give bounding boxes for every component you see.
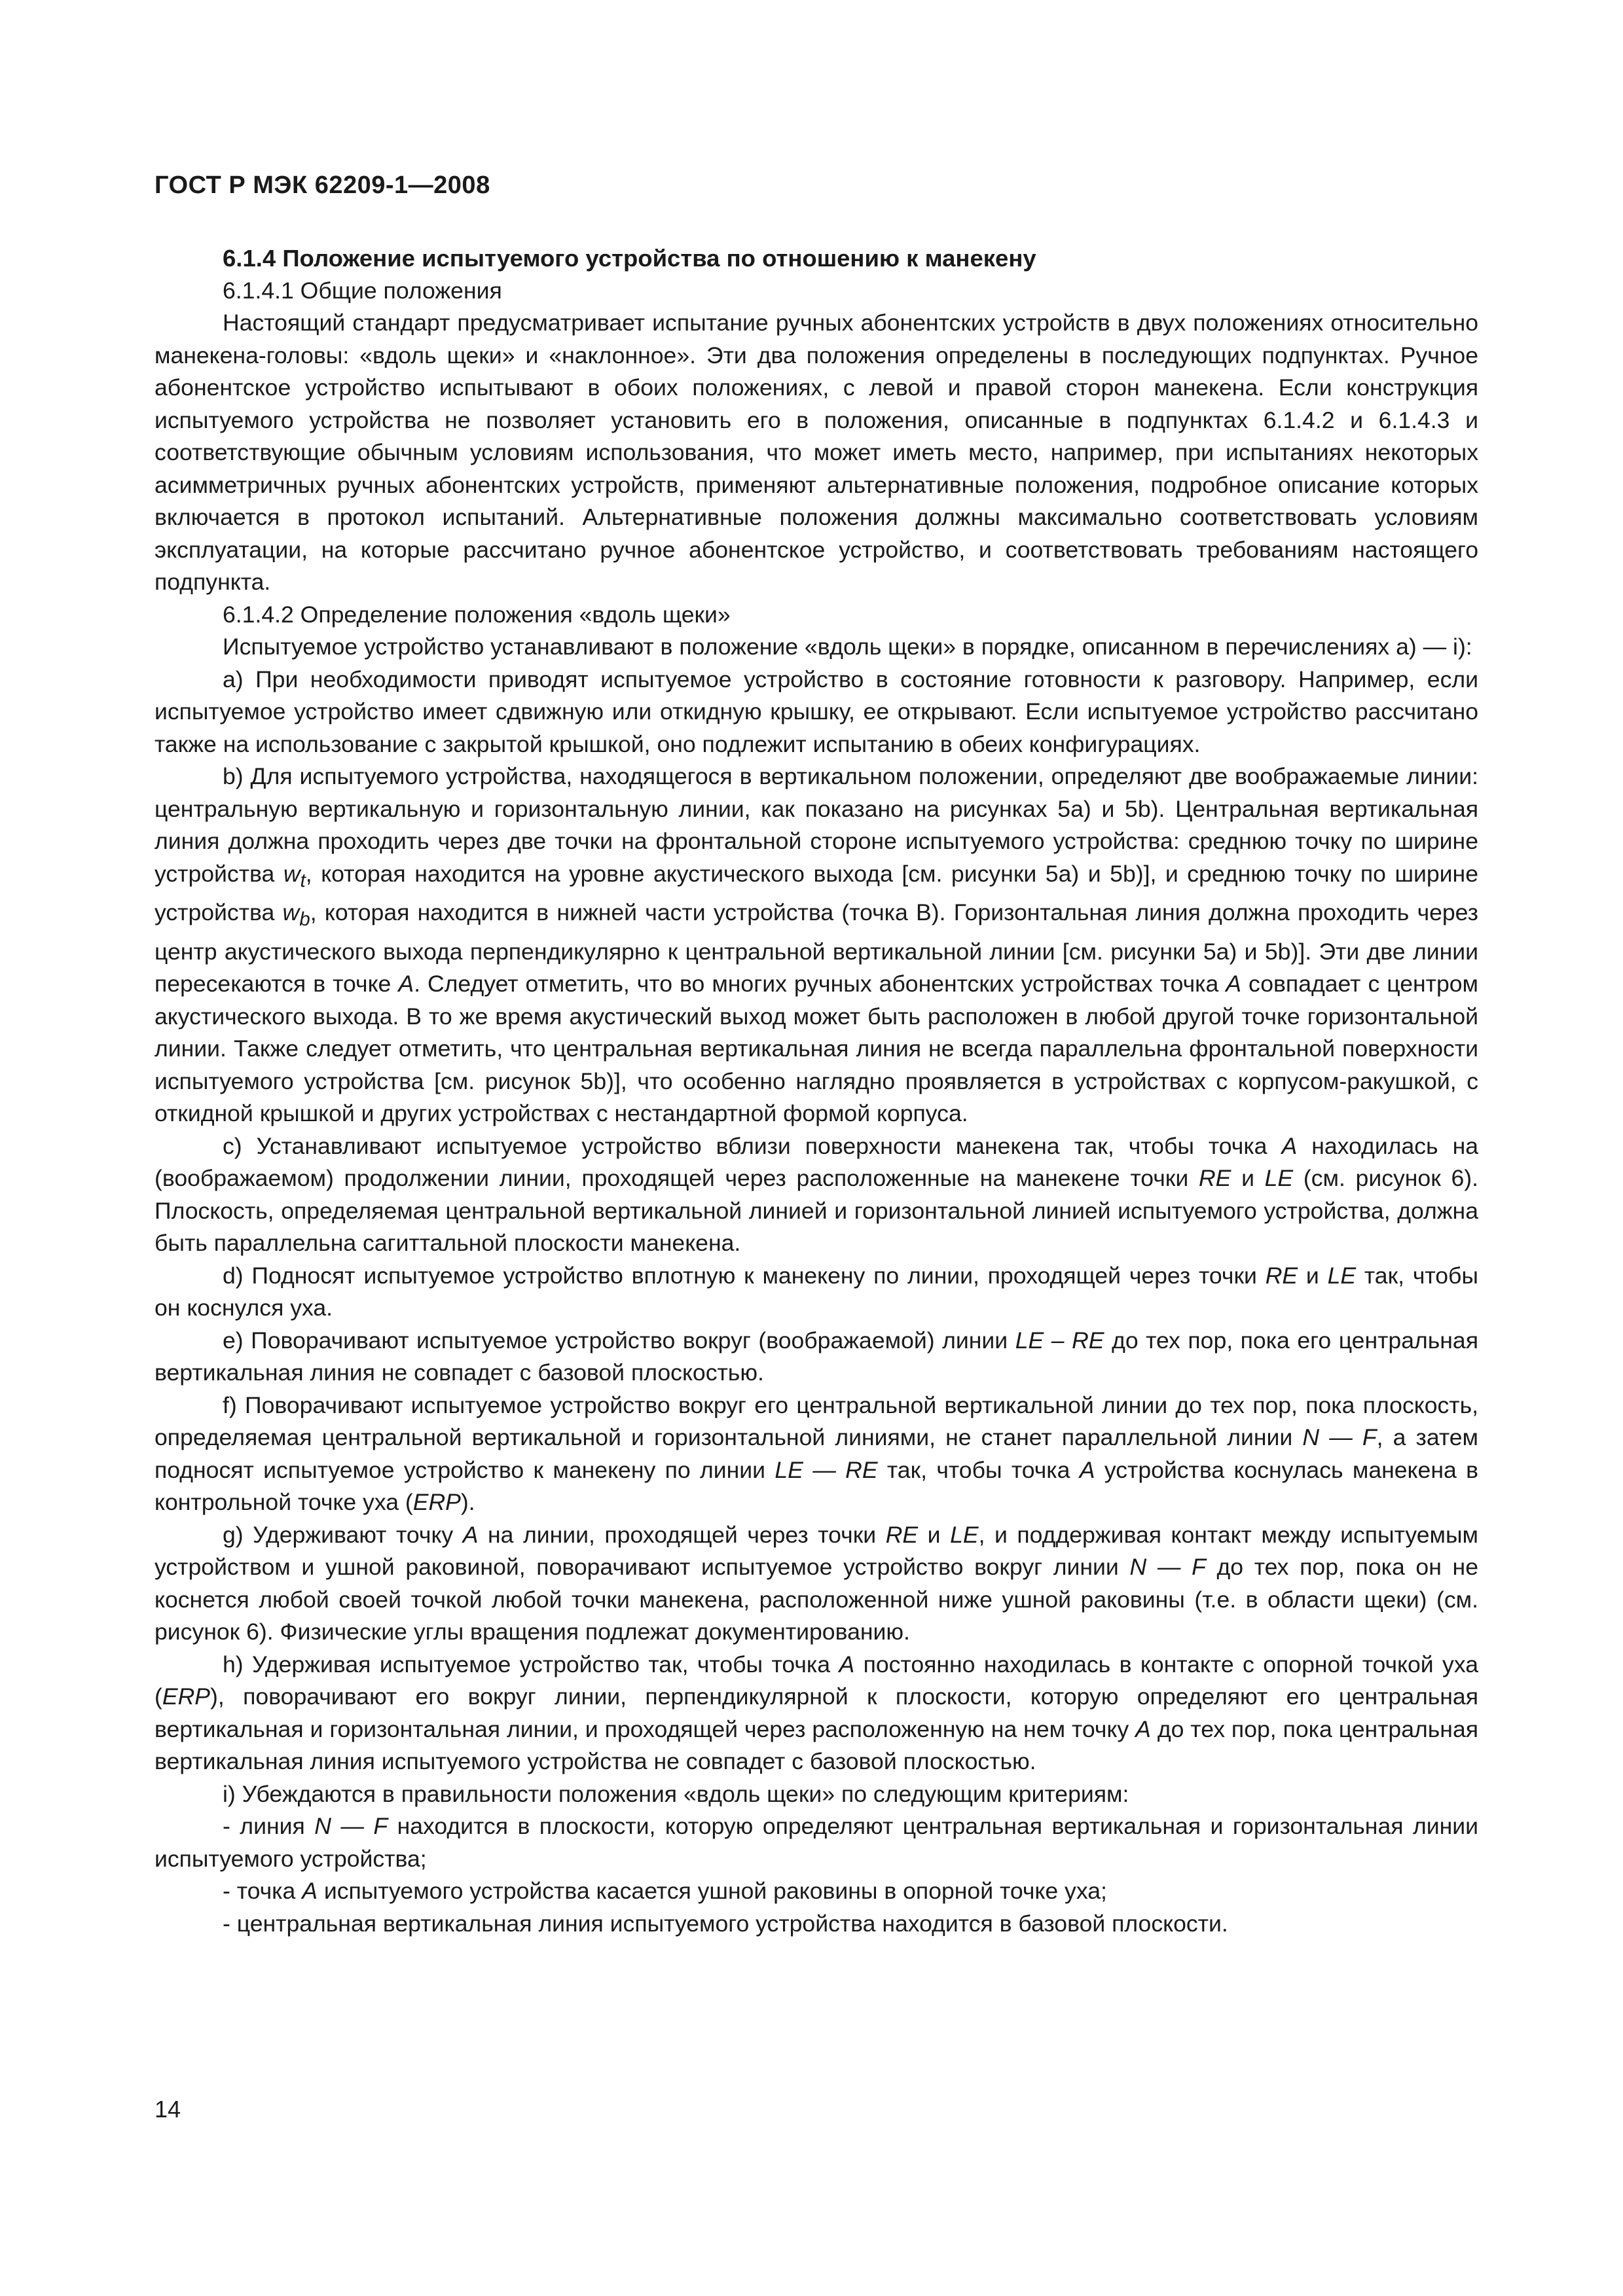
subsection-title-6-1-4-1: 6.1.4.1 Общие положения xyxy=(223,277,502,304)
list-item-f: f) Поворачивают испытуемое устройство вокруг его центральной вертикальной линии до тех пор, пока плоскость, определяемая центральной вертикальной и горизонтальной линиями, не станет параллельной линии N — F, а затем подносят испытуемое устройство к манекену по линии LE — RE так, чтобы точка A устройства коснулась манекена в контрольной точке уха (ERP). xyxy=(155,1391,1478,1516)
list-item-i: i) Убеждаются в правильности положения «вдоль щеки» по следующим критериям: xyxy=(223,1780,1129,1807)
list-item-c: c) Устанавливают испытуемое устройство вблизи поверхности манекена так, чтобы точка A находилась на (воображаемом) продолжении линии, проходящей через расположенные на манекене точки RE и LE (см. рисунок 6). Плоскость, определяемая центральной вертикальной линией и горизонтальной линией испытуемого устройства, должна быть параллельна сагиттальной плоскости манекена. xyxy=(155,1132,1478,1257)
list-item-g: g) Удерживают точку A на линии, проходящей через точки RE и LE, и поддерживая контакт между испытуемым устройством и ушной раковиной, поворачивают испытуемое устройство вокруг линии N — F до тех пор, пока он не коснется любой своей точкой любой точки манекена, расположенной ниже ушной раковины (т.е. в области щеки) (см. рисунок 6). Физические углы вращения подлежат документированию. xyxy=(155,1521,1478,1645)
list-item-h: h) Удерживая испытуемое устройство так, чтобы точка A постоянно находилась в контакте с опорной точкой уха (ERP), поворачивают его вокруг линии, перпендикулярной к плоскости, которую определяют его центральная вертикальная и горизонтальная линии, и проходящей через расположенную на нем точку A до тех пор, пока центральная вертикальная линия испытуемого устройства не совпадет с базовой плоскостью. xyxy=(155,1651,1479,1775)
document-body xyxy=(155,242,1478,1940)
criterion-1: - линия N — F находится в плоскости, которую определяют центральная вертикальная и горизонтальная линии испытуемого устройства; xyxy=(155,1813,1478,1872)
list-item-a: a) При необходимости приводят испытуемое устройство в состояние готовности к разговору. Например, если испытуемое устройство имеет сдвижную или откидную крышку, ее открывают. Если испытуемое устройство рассчитано также на использование с закрытой крышкой, оно подлежит испытанию в обеих конфигурациях. xyxy=(155,666,1478,757)
criterion-3: - центральная вертикальная линия испытуемого устройства находится в базовой плоскости. xyxy=(223,1910,1228,1937)
section-heading-6-1-4: 6.1.4 Положение испытуемого устройства по отношению к манекену xyxy=(223,245,1036,272)
paragraph-general-provisions: Настоящий стандарт предусматривает испытание ручных абонентских устройств в двух положениях относительно манекена-головы: «вдоль щеки» и «наклонное». Эти два положения определены в последующих подпунктах. Ручное абонентское устройство испытывают в обоих положениях, с левой и правой сторон манекена. Если конструкция испытуемого устройства не позволяет установить его в положения, описанные в подпунктах 6.1.4.2 и 6.1.4.3 и соответствующие обычным условиям использования, что может иметь место, например, при испытаниях некоторых асимметричных ручных абонентских устройств, применяют альтернативные положения, подробное описание которых включается в протокол испытаний. Альтернативные положения должны максимально соответствовать условиям эксплуатации, на которые рассчитано ручное абонентское устройство, и соответствовать требованиям настоящего подпункта. xyxy=(155,310,1478,595)
page-number: 14 xyxy=(155,2096,181,2123)
subsection-title-6-1-4-2: 6.1.4.2 Определение положения «вдоль щеки» xyxy=(223,601,731,628)
list-item-d: d) Подносят испытуемое устройство вплотную к манекену по линии, проходящей через точки RE и LE так, чтобы он коснулся уха. xyxy=(155,1262,1478,1321)
list-item-b: b) Для испытуемого устройства, находящегося в вертикальном положении, определяют две воображаемые линии: центральную вертикальную и горизонтальную линии, как показано на рисунках 5a) и 5b). Центральная вертикальная линия должна проходить через две точки на фронтальной стороне испытуемого устройства: среднюю точку по ширине устройства $w_t$, которая находится на уровне акустического выхода [см. рисунки 5a) и 5b)], и среднюю точку по ширине устройства $w_b$, которая находится в нижней части устройства (точка B). Горизонтальная линия должна проходить через центр акустического выхода перпендикулярно к центральной вертикальной линии [см. рисунки 5a) и 5b)]. Эти две линии пересекаются в точке A. Следует отметить, что во многих ручных абонентских устройствах точка A совпадает с центром акустического выхода. В то же время акустический выход может быть расположен в любой другой точке горизонтальной линии. Также следует отметить, что центральная вертикальная линия не всегда параллельна фронтальной поверхности испытуемого устройства [см. рисунок 5b)], что особенно наглядно проявляется в устройствах с корпусом-ракушкой, с откидной крышкой и других устройствах с нестандартной формой корпуса. xyxy=(155,763,1478,1127)
document-code-header: ГОСТ Р МЭК 62209-1—2008 xyxy=(155,171,490,199)
paragraph-cheek-position-intro: Испытуемое устройство устанавливают в положение «вдоль щеки» в порядке, описанном в перечислениях a) — i): xyxy=(223,634,1472,660)
criterion-2: - точка A испытуемого устройства касается ушной раковины в опорной точке уха; xyxy=(223,1878,1107,1905)
list-item-e: e) Поворачивают испытуемое устройство вокруг (воображаемой) линии LE – RE до тех пор, пока его центральная вертикальная линия не совпадет с базовой плоскостью. xyxy=(155,1327,1478,1386)
